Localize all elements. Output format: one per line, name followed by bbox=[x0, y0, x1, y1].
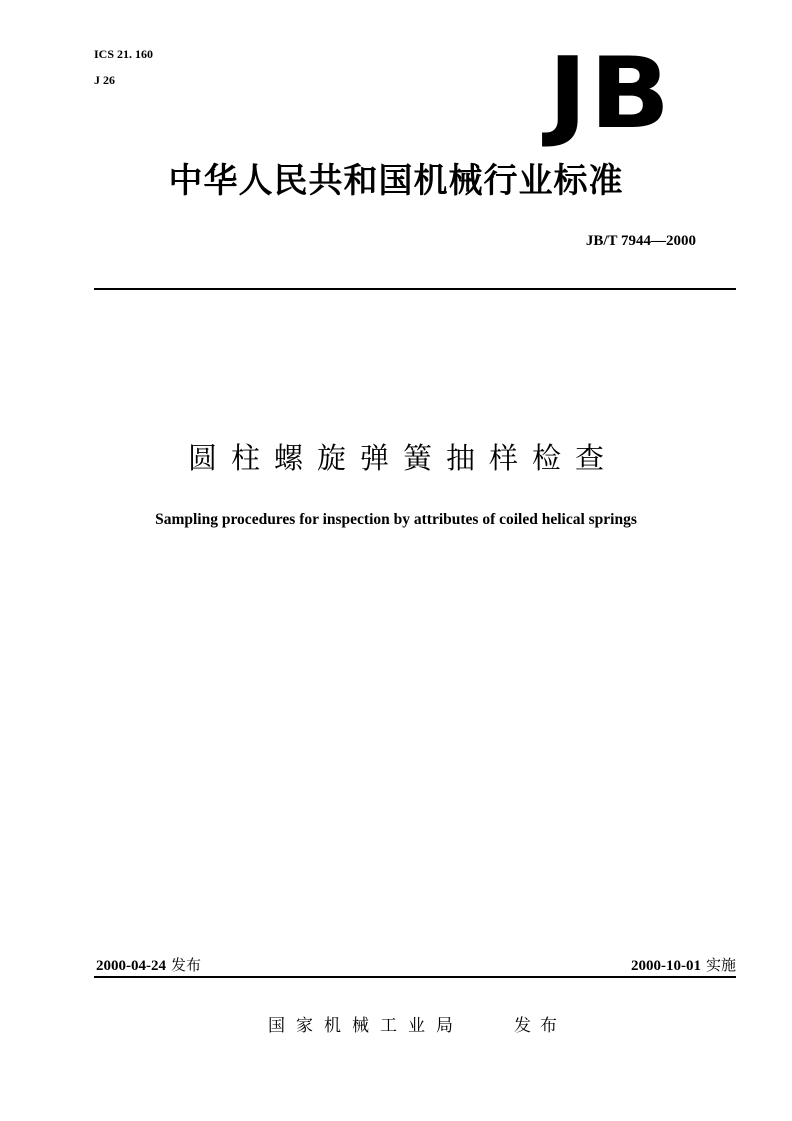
issuer-name: 国家机械工业局 bbox=[268, 1016, 464, 1036]
document-title-chinese: 圆柱螺旋弹簧抽样检查 bbox=[187, 441, 618, 475]
classification-code: J 26 bbox=[94, 73, 115, 87]
standard-number: JB/T 7944—2000 bbox=[585, 233, 696, 249]
issuer-action: 发布 bbox=[514, 1016, 566, 1036]
implement-date: 2000-10-01 bbox=[630, 958, 701, 974]
publish-date: 2000-04-24 bbox=[96, 958, 166, 974]
top-divider bbox=[94, 288, 736, 290]
document-title-english: Sampling procedures for inspection by attributes of coiled helical springs bbox=[155, 511, 637, 528]
implement-date-block bbox=[631, 955, 736, 976]
standard-type-title: 中华人民共和国机械行业标准 bbox=[168, 161, 624, 201]
implement-label: 实施 bbox=[705, 956, 736, 974]
publish-label: 发布 bbox=[171, 956, 202, 974]
publish-date-block bbox=[96, 955, 201, 976]
jb-logo: JB bbox=[548, 37, 673, 151]
ics-code: ICS 21. 160 bbox=[94, 47, 154, 61]
bottom-divider bbox=[94, 976, 736, 978]
